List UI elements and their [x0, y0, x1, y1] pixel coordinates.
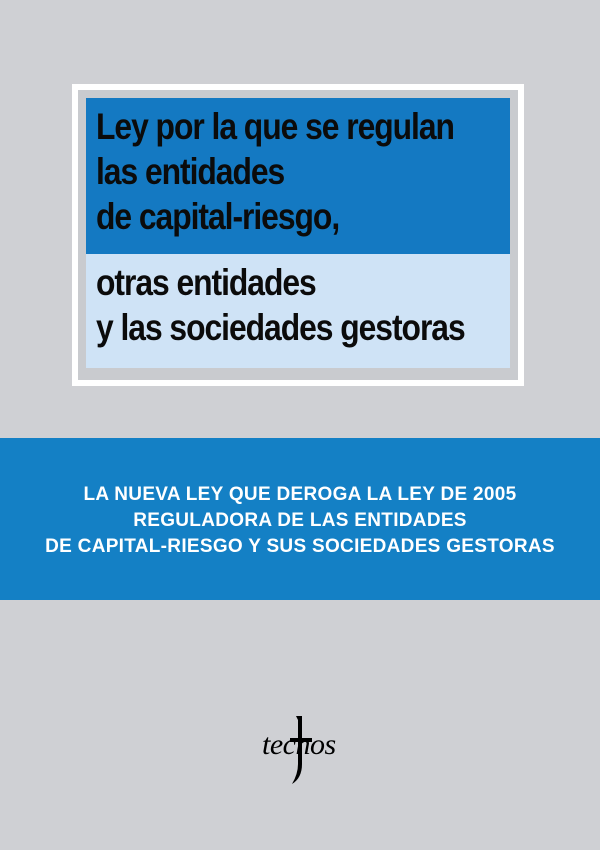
title-line: de capital-riesgo,	[96, 196, 340, 237]
publisher-logo	[262, 708, 342, 788]
title-bottom-block	[86, 254, 510, 368]
title-inner	[78, 90, 518, 380]
title-line: Ley por la que se regulan	[96, 106, 454, 147]
subtitle-line: REGULADORA DE LAS ENTIDADES	[133, 510, 467, 531]
title-line: y las sociedades gestoras	[96, 307, 465, 348]
subtitle-line: DE CAPITAL-RIESGO Y SUS SOCIEDADES GESTORAS	[45, 536, 555, 557]
subtitle-band	[0, 438, 600, 600]
title-line: otras entidades	[96, 262, 316, 303]
title-line: las entidades	[96, 151, 285, 192]
logo-text: tecnos	[262, 728, 336, 761]
title-frame	[72, 84, 524, 386]
title-top-block	[86, 98, 510, 254]
subtitle-line: LA NUEVA LEY QUE DEROGA LA LEY DE 2005	[83, 484, 517, 505]
subtitle-text	[0, 482, 600, 560]
